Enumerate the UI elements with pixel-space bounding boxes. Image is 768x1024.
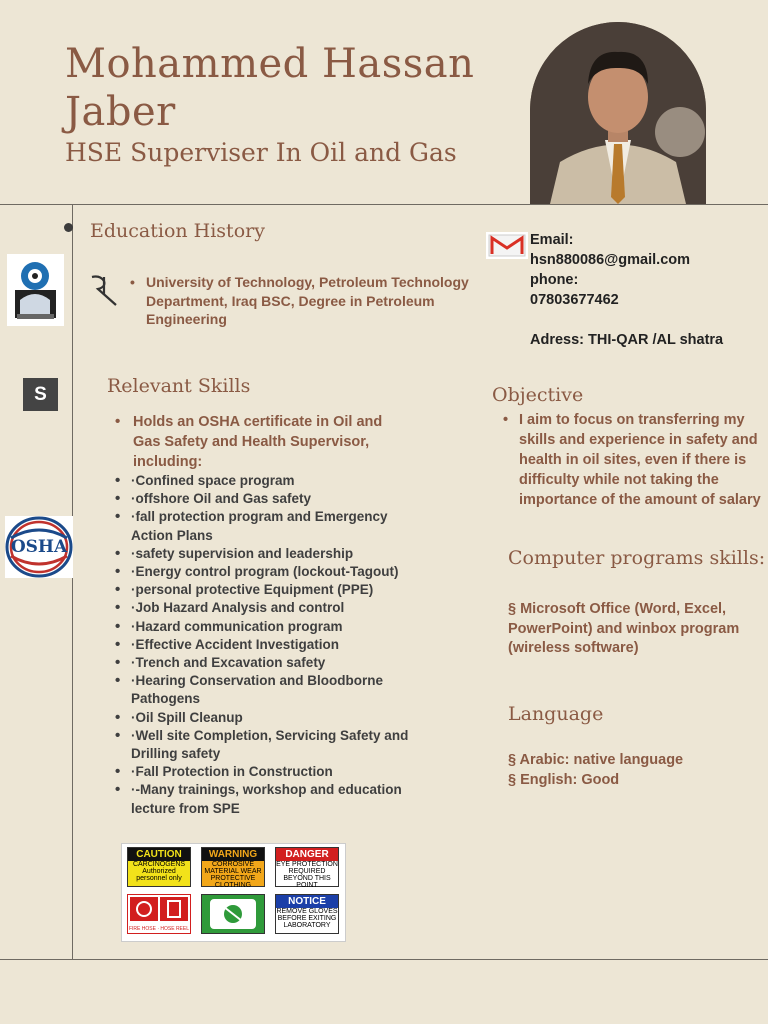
- skill-item: • ·Fall Protection in Construction: [112, 763, 412, 781]
- eyewash-sign: [201, 894, 265, 934]
- fire-hose-icon: [128, 895, 190, 923]
- skill-item: • ·offshore Oil and Gas safety: [112, 490, 412, 508]
- education-entry: • University of Technology, Petroleum Technology Department, Iraq BSC, Degree in Petroleum Engineering: [146, 273, 471, 329]
- job-title: HSE Superviser In Oil and Gas: [65, 138, 457, 167]
- phone-label: phone:: [530, 272, 579, 288]
- warning-sign: WARNING CORROSIVE MATERIAL WEAR PROTECTIVE CLOTHING: [201, 847, 265, 887]
- contact-block: [530, 230, 750, 350]
- university-emblem-icon: [7, 254, 64, 326]
- osha-label: OSHA: [10, 537, 68, 557]
- language-list: [508, 751, 753, 790]
- safety-signs-image: [121, 843, 346, 942]
- skills-list: [112, 412, 412, 818]
- email-value[interactable]: hsn880086@gmail.com: [530, 252, 691, 268]
- objective-text: • I aim to focus on transferring my skills and experience in safety and health in oil sites, even if there is difficulty while not taking the importance of the amount of salary: [519, 410, 768, 510]
- skill-item: • ·Energy control program (lockout-Tagout): [112, 563, 412, 581]
- left-vertical-divider: [72, 204, 73, 960]
- address-value: Adress: THI-QAR /AL shatra: [530, 332, 724, 348]
- skill-item: • ·fall protection program and Emergency Action Plans: [112, 508, 412, 544]
- phone-value[interactable]: 07803677462: [530, 292, 619, 308]
- skills-intro: • Holds an OSHA certificate in Oil and Gas Safety and Health Supervisor, including:: [112, 412, 412, 472]
- university-logo: [7, 254, 64, 326]
- skill-item: • ·Effective Accident Investigation: [112, 636, 412, 654]
- gmail-icon: [486, 232, 528, 259]
- education-section-title: Education History: [90, 220, 265, 242]
- r-logo-icon: [90, 273, 124, 307]
- danger-sign: DANGER EYE PROTECTION REQUIRED BEYOND THIS POINT: [276, 849, 338, 889]
- skill-item: • ·-Many trainings, workshop and education lecture from SPE: [112, 781, 412, 817]
- skill-item: • ·Well site Completion, Servicing Safety and Drilling safety: [112, 727, 412, 763]
- eyewash-icon: [202, 895, 264, 933]
- header-divider: [0, 204, 768, 205]
- caution-sign: CAUTION CARCINOGENS Authorized personnel only: [127, 847, 191, 887]
- email-label: Email:: [530, 232, 574, 248]
- footer-divider: [0, 959, 768, 960]
- skills-section-title: Relevant Skills: [107, 375, 251, 397]
- skill-item: • ·personal protective Equipment (PPE): [112, 581, 412, 599]
- skill-item: • ·Hazard communication program: [112, 618, 412, 636]
- notice-sign: NOTICE REMOVE GLOVES BEFORE EXITING LABORATORY: [275, 894, 339, 934]
- skill-item: • ·Trench and Excavation safety: [112, 654, 412, 672]
- language-item: § English: Good: [508, 771, 620, 788]
- fire-equipment-sign: FIRE HOSE · HOSE REEL: [127, 894, 191, 934]
- language-item: § Arabic: native language: [508, 752, 684, 768]
- s-badge: S: [23, 378, 58, 411]
- person-portrait-icon: [530, 22, 706, 204]
- skill-item: • ·safety supervision and leadership: [112, 545, 412, 563]
- skill-item: • ·Job Hazard Analysis and control: [112, 599, 412, 617]
- skill-item: • ·Confined space program: [112, 472, 412, 490]
- osha-logo: [5, 516, 73, 578]
- skill-item: • ·Hearing Conservation and Bloodborne Pathogens: [112, 672, 412, 708]
- computer-skills-text: § Microsoft Office (Word, Excel, PowerPoint) and winbox program (wireless software): [508, 601, 740, 656]
- computer-skills-section-title: Computer programs skills:: [508, 547, 766, 569]
- language-section-title: Language: [508, 703, 604, 725]
- objective-section-title: Objective: [492, 384, 584, 406]
- profile-photo: [530, 22, 706, 204]
- candidate-name: Mohammed Hassan Jaber: [65, 41, 475, 135]
- skill-item: • ·Oil Spill Cleanup: [112, 709, 412, 727]
- education-bullet: [64, 223, 73, 232]
